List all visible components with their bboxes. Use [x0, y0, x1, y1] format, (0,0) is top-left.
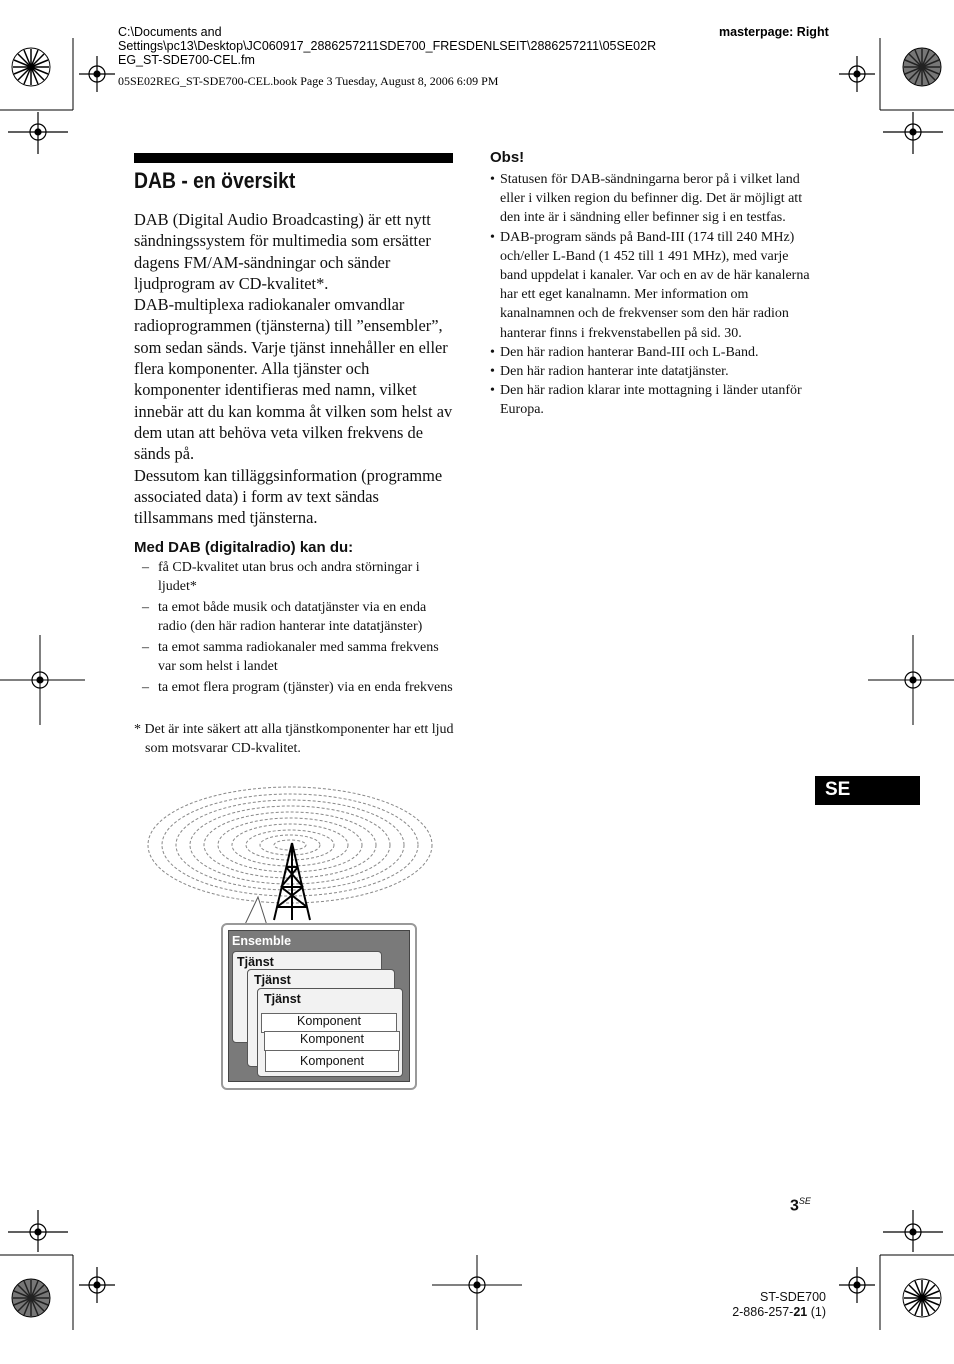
- list-item: • Den här radion klarar inte mottagning i länder utanför Europa.: [490, 381, 810, 419]
- model-number: [720, 1290, 826, 1320]
- language-tab-label: SE: [825, 779, 851, 800]
- service-label: Tjänst: [237, 955, 274, 969]
- obs-list: [490, 170, 810, 420]
- service-label: Tjänst: [264, 992, 301, 1006]
- model-label: ST-SDE700: [759, 1290, 826, 1304]
- component-box: Komponent: [265, 1050, 399, 1072]
- document-code: [720, 1305, 826, 1320]
- list-item: • Den här radion hanterar inte datatjänster.: [490, 362, 810, 381]
- file-path: [118, 25, 718, 67]
- broadcast-waves-illustration: [140, 775, 440, 935]
- page-number-value: 3: [790, 1197, 799, 1215]
- file-path-line-2: Settings\pc13\Desktop\JC060917_2886257211SDE700_FRESDENLSEIT\2886257211\05SE02R: [118, 39, 657, 53]
- title-rule: [134, 153, 453, 163]
- page-title: DAB - en översikt: [134, 168, 296, 193]
- list-item: • Den här radion hanterar Band-III och L-Band.: [490, 343, 810, 362]
- file-path-line-1: C:\Documents and: [118, 25, 222, 39]
- page-number: [790, 1196, 811, 1215]
- book-info: 05SE02REG_ST-SDE700-CEL.book Page 3 Tuesday, August 8, 2006 6:09 PM: [118, 74, 499, 88]
- paragraph: Dessutom kan tilläggsinformation (programme associated data) i form av text sändas tillsammans med tjänsterna.: [134, 465, 443, 528]
- document-code-prefix: 2-886-257-: [732, 1305, 794, 1319]
- document-code-bold: 21: [793, 1305, 808, 1319]
- feature-list: [134, 558, 456, 698]
- language-tab: [815, 776, 920, 805]
- page-number-suffix: SE: [798, 1196, 811, 1206]
- ensemble-diagram: [221, 923, 417, 1090]
- ensemble-label: Ensemble: [232, 934, 292, 948]
- list-item: • Statusen för DAB-sändningarna beror på i vilket land eller i vilken region du befinner dig. Det är möjligt att den inte är i sändning eller befinner sig i en testfas.: [490, 170, 810, 228]
- service-label: Tjänst: [254, 973, 291, 987]
- document-code-suffix: (1): [807, 1305, 826, 1319]
- list-item: • DAB-program sänds på Band-III (174 till 240 MHz) och/eller L-Band (1 452 till 1 491 MHz), med varje band uppdelat i kanaler. Var och en av de här kanalerna har ett eget kanalnamn. Mer information om kanalnamnen och de frekvenser som den här radion hanterar finns i frekvenstabellen på sid. 30.: [490, 228, 810, 343]
- paragraph: DAB-multiplexa radiokanaler omvandlar radioprogrammen (tjänsterna) till ”ensembler”, som sedan sänds. Varje tjänst innehåller en eller flera komponenter. Alla tjänster och komponenter identifieras med namn, vilket innebär att du kan komma åt vilken som helst av dem utan att behöva veta vilken frekvens de sänds på.: [134, 295, 453, 464]
- paragraph: DAB (Digital Audio Broadcasting) är ett nytt sändningssystem för multimedia som ersätter dagens FM/AM-sändningar och sänder ljudprogram av CD-kvalitet*.: [134, 210, 431, 293]
- service-box: [257, 988, 403, 1077]
- component-box: Komponent: [261, 1013, 397, 1033]
- file-path-line-3: EG_ST-SDE700-CEL.fm: [118, 53, 255, 67]
- list-item: – ta emot flera program (tjänster) via en enda frekvens: [134, 678, 456, 697]
- component-box: Komponent: [264, 1031, 400, 1051]
- tower-icon: [274, 843, 310, 920]
- intro-text: [134, 209, 456, 528]
- section-subheading: Med DAB (digitalradio) kan du:: [134, 539, 354, 556]
- list-item: – ta emot samma radiokanaler med samma frekvens var som helst i landet: [134, 638, 456, 676]
- masterpage-label: masterpage: Right: [719, 25, 829, 39]
- obs-heading: Obs!: [490, 149, 525, 166]
- footnote: * Det är inte säkert att alla tjänstkomponenter har ett ljud som motsvarar CD-kvalitet.: [134, 722, 454, 757]
- list-item: – ta emot både musik och datatjänster via en enda radio (den här radion hanterar inte datatjänster): [134, 598, 456, 636]
- list-item: – få CD-kvalitet utan brus och andra störningar i ljudet*: [134, 558, 456, 596]
